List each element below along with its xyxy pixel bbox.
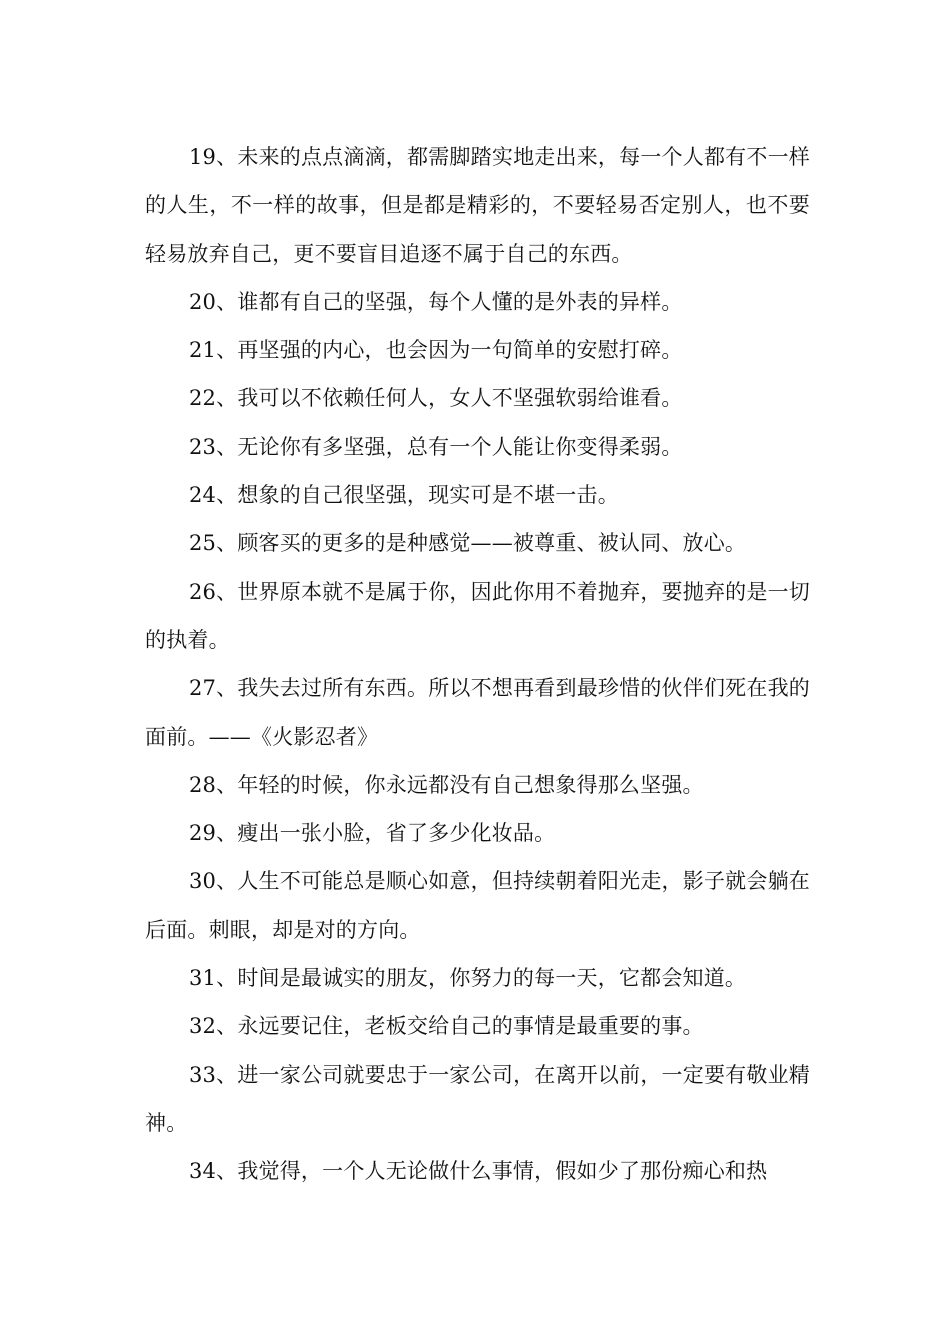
paragraph-28: 28、年轻的时候，你永远都没有自己想象得那么坚强。: [189, 772, 704, 797]
paragraph-27: 27、我失去过所有东西。所以不想再看到最珍惜的伙伴们死在我的面前。——《火影忍者》: [145, 676, 810, 749]
paragraph-19: 19、未来的点点滴滴，都需脚踏实地走出来，每一个人都有不一样的人生，不一样的故事，但是都是精彩的，不要轻易否定别人，也不要轻易放弃自己，更不要盲目追逐不属于自己的东西。: [145, 145, 810, 266]
paragraph-34: 34、我觉得，一个人无论做什么事情，假如少了那份痴心和热: [189, 1159, 768, 1184]
paragraph-23: 23、无论你有多坚强，总有一个人能让你变得柔弱。: [189, 434, 683, 459]
paragraph-20: 20、谁都有自己的坚强，每个人懂的是外表的异样。: [189, 289, 683, 314]
document-body: [145, 133, 810, 1196]
paragraph-21: 21、再坚强的内心，也会因为一句简单的安慰打碎。: [189, 338, 683, 363]
paragraph-33: 33、进一家公司就要忠于一家公司，在离开以前，一定要有敬业精神。: [145, 1062, 810, 1135]
paragraph-22: 22、我可以不依赖任何人，女人不坚强软弱给谁看。: [189, 386, 683, 411]
paragraph-29: 29、瘦出一张小脸，省了多少化妆品。: [189, 821, 556, 846]
paragraph-24: 24、想象的自己很坚强，现实可是不堪一击。: [189, 483, 619, 508]
paragraph-30: 30、人生不可能总是顺心如意，但持续朝着阳光走，影子就会躺在后面。刺眼，却是对的方向。: [145, 869, 810, 942]
paragraph-32: 32、永远要记住，老板交给自己的事情是最重要的事。: [189, 1014, 704, 1039]
paragraph-26: 26、世界原本就不是属于你，因此你用不着抛弃，要抛弃的是一切的执着。: [145, 579, 810, 652]
paragraph-31: 31、时间是最诚实的朋友，你努力的每一天，它都会知道。: [189, 966, 747, 991]
paragraph-25: 25、顾客买的更多的是种感觉——被尊重、被认同、放心。: [189, 531, 747, 556]
